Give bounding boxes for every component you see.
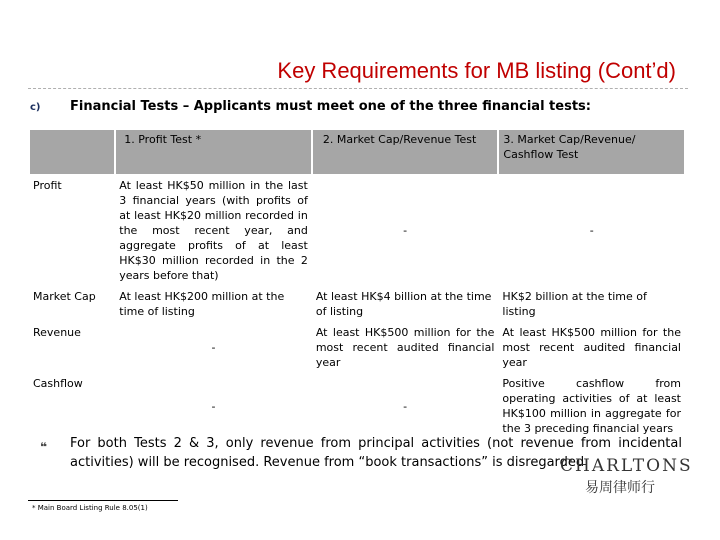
footnote: * Main Board Listing Rule 8.05(1) <box>32 504 148 512</box>
table-row <box>30 323 684 372</box>
cell-profit-test1: At least HK$50 million in the last 3 financial years (with profits of at least HK$20 million recorded in the most recent year, and aggregate profits of at least HK$30 million recorded in the 2 years before that) <box>119 179 308 282</box>
page-title: Key Requirements for MB listing (Cont’d) <box>277 58 676 83</box>
header-profit-test: 1. Profit Test * <box>116 130 311 174</box>
row-label-revenue: Revenue <box>33 326 81 339</box>
table-row <box>30 176 684 285</box>
cell-revenue-test2: At least HK$500 million for the most recent audited financial year <box>315 326 495 369</box>
logo-name: CHARLTONS <box>560 456 693 476</box>
table-header-row <box>30 130 684 174</box>
quote-bullet-icon: ❝ <box>40 440 48 454</box>
header-market-cap-revenue-test: 2. Market Cap/Revenue Test <box>313 130 498 174</box>
row-label-market-cap: Market Cap <box>33 290 96 303</box>
table-row <box>30 374 684 438</box>
financial-tests-table <box>28 128 686 440</box>
header-cashflow-test: 3. Market Cap/Revenue/ Cashflow Test <box>499 130 684 174</box>
cell-cashflow-test1: - <box>211 399 216 413</box>
cell-revenue-test1: - <box>211 341 216 354</box>
cell-profit-test2: - <box>403 224 408 237</box>
row-label-cashflow: Cashflow <box>33 377 83 390</box>
logo-chinese-name: 易周律师行 <box>585 480 655 496</box>
charltons-logo <box>560 456 693 496</box>
revenue-note: For both Tests 2 & 3, only revenue from principal activities (not revenue from incidental activities) will be recognised. Revenue from “book transactions” is disregarded <box>70 436 682 470</box>
cell-marketcap-test2: At least HK$4 billion at the time of listing <box>315 290 492 318</box>
cell-cashflow-test3: Positive cashflow from operating activities of at least HK$100 million in aggregate for the 3 preceding financial years <box>502 377 681 435</box>
footnote-divider <box>28 500 178 501</box>
title-divider <box>28 88 688 89</box>
row-label-profit: Profit <box>33 179 62 192</box>
header-blank-cell <box>30 130 114 174</box>
cell-cashflow-test2: - <box>403 399 408 413</box>
cell-revenue-test3: At least HK$500 million for the most recent audited financial year <box>502 326 681 369</box>
cell-marketcap-test3: HK$2 billion at the time of listing <box>502 290 647 318</box>
section-marker: c) <box>30 102 41 113</box>
table-row <box>30 287 684 321</box>
section-subtitle: Financial Tests – Applicants must meet one of the three financial tests: <box>70 99 591 114</box>
cell-marketcap-test1: At least HK$200 million at the time of listing <box>119 290 285 318</box>
cell-profit-test3: - <box>589 224 594 237</box>
